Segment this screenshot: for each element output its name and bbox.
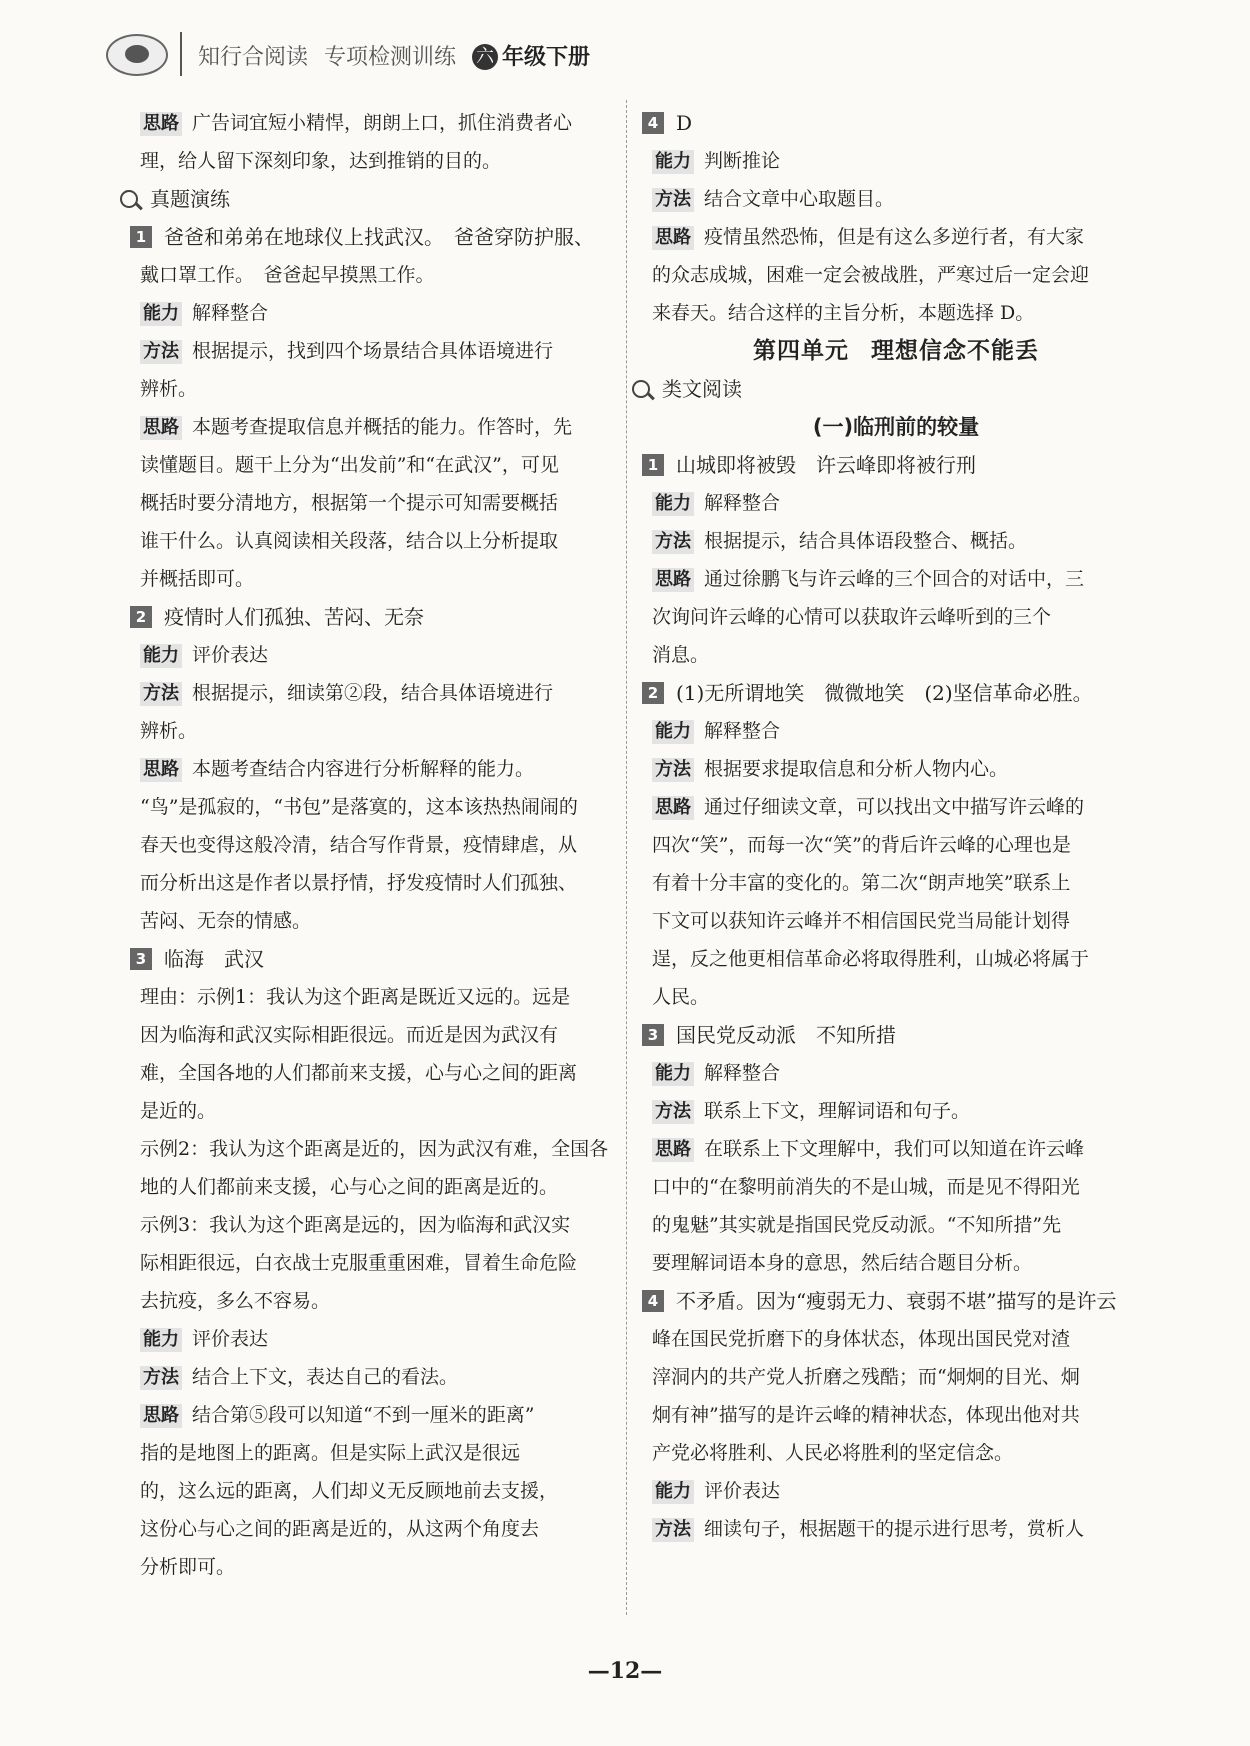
header-divider bbox=[180, 32, 182, 76]
text-line: 下文可以获知许云峰并不相信国民党当局能计划得 bbox=[652, 910, 1071, 932]
left-column bbox=[130, 104, 615, 1586]
question-number: 4 bbox=[642, 1290, 664, 1312]
text-line: 并概括即可。 bbox=[140, 568, 255, 590]
text-line: “鸟”是孤寂的，“书包”是落寞的，这本该热热闹闹的 bbox=[140, 796, 578, 818]
text-line: 理，给人留下深刻印象，达到推销的目的。 bbox=[140, 150, 502, 172]
ability-label: 能力 bbox=[140, 302, 182, 326]
unit-title: 第四单元 理想信念不能丢 bbox=[753, 338, 1039, 364]
method-row: 方法 结合文章中心取题目。 bbox=[642, 180, 1150, 218]
thinking-row: 思路 通过徐鹏飞与许云峰的三个回合的对话中，三 bbox=[642, 560, 1150, 598]
text-line: 有着十分丰富的变化的。第二次“朗声地笑”联系上 bbox=[652, 872, 1071, 894]
method-label: 方法 bbox=[140, 682, 182, 706]
method-row: 方法 结合上下文，表达自己的看法。 bbox=[130, 1358, 615, 1396]
question-4b-answer: 4 不矛盾。因为“瘦弱无力、衰弱不堪”描写的是许云 bbox=[642, 1282, 1150, 1320]
section-heading: 真题演练 bbox=[120, 180, 615, 218]
magnifier-icon bbox=[120, 190, 138, 208]
series-subtitle: 专项检测训练 bbox=[324, 45, 457, 70]
passage-title: (一)临刑前的较量 bbox=[812, 415, 980, 439]
ability-label: 能力 bbox=[140, 644, 182, 668]
question-number: 3 bbox=[642, 1024, 664, 1046]
ability-label: 能力 bbox=[652, 150, 694, 174]
section-heading: 类文阅读 bbox=[632, 370, 1150, 408]
thinking-label: 思路 bbox=[140, 112, 182, 136]
question-1-answer: 1 爸爸和弟弟在地球仪上找武汉。 爸爸穿防护服、 bbox=[130, 218, 615, 256]
thinking-label: 思路 bbox=[140, 1404, 182, 1428]
thinking-label: 思路 bbox=[652, 796, 694, 820]
text-line: 来春天。结合这样的主旨分析，本题选择 D。 bbox=[652, 302, 1035, 324]
method-label: 方法 bbox=[652, 188, 694, 212]
text-line: 谁干什么。认真阅读相关段落，结合以上分析提取 bbox=[140, 530, 559, 552]
ability-row: 能力 解释整合 bbox=[130, 294, 615, 332]
text-line: 的鬼魅”其实就是指国民党反动派。“不知所措”先 bbox=[652, 1214, 1062, 1236]
ability-label: 能力 bbox=[652, 1480, 694, 1504]
magnifier-icon bbox=[632, 380, 650, 398]
method-row: 方法 细读句子，根据题干的提示进行思考，赏析人 bbox=[642, 1510, 1150, 1548]
method-label: 方法 bbox=[652, 1518, 694, 1542]
ability-row: 能力 解释整合 bbox=[642, 712, 1150, 750]
thinking-row: 思路 结合第⑤段可以知道“不到一厘米的距离” bbox=[130, 1396, 615, 1434]
text-line: 示例2：我认为这个距离是近的，因为武汉有难，全国各 bbox=[140, 1138, 609, 1160]
question-1-answer: 1 山城即将被毁 许云峰即将被行刑 bbox=[642, 446, 1150, 484]
thinking-label: 思路 bbox=[652, 1138, 694, 1162]
text-line: 指的是地图上的距离。但是实际上武汉是很远 bbox=[140, 1442, 521, 1464]
text-line: 口中的“在黎明前消失的不是山城，而是见不得阳光 bbox=[652, 1176, 1080, 1198]
text-line: 人民。 bbox=[652, 986, 710, 1008]
question-number: 2 bbox=[642, 682, 664, 704]
publisher-logo-icon bbox=[106, 34, 168, 76]
method-label: 方法 bbox=[140, 1366, 182, 1390]
text-line: 理由：示例1：我认为这个距离是既近又远的。远是 bbox=[140, 986, 571, 1008]
text-line: 而分析出这是作者以景抒情，抒发疫情时人们孤独、 bbox=[140, 872, 578, 894]
method-row: 方法 联系上下文，理解词语和句子。 bbox=[642, 1092, 1150, 1130]
thinking-label: 思路 bbox=[652, 568, 694, 592]
text-line: 次询问许云峰的心情可以获取许云峰听到的三个 bbox=[652, 606, 1052, 628]
text-line: 地的人们都前来支援，心与心之间的距离是近的。 bbox=[140, 1176, 559, 1198]
ability-label: 能力 bbox=[140, 1328, 182, 1352]
text-line: 苦闷、无奈的情感。 bbox=[140, 910, 312, 932]
question-3-answer: 3 国民党反动派 不知所措 bbox=[642, 1016, 1150, 1054]
question-number: 2 bbox=[130, 606, 152, 628]
question-number: 1 bbox=[642, 454, 664, 476]
ability-row: 能力 解释整合 bbox=[642, 484, 1150, 522]
question-number: 1 bbox=[130, 226, 152, 248]
thinking-row: 思路 在联系上下文理解中，我们可以知道在许云峰 bbox=[642, 1130, 1150, 1168]
text-line: 辨析。 bbox=[140, 378, 198, 400]
question-2-answer: 2 (1)无所谓地笑 微微地笑 (2)坚信革命必胜。 bbox=[642, 674, 1150, 712]
thinking-row: 思路 本题考查提取信息并概括的能力。作答时，先 bbox=[130, 408, 615, 446]
text-line: 逞，反之他更相信革命必将取得胜利，山城必将属于 bbox=[652, 948, 1090, 970]
ability-label: 能力 bbox=[652, 1062, 694, 1086]
grade-mark: 六 bbox=[472, 44, 498, 70]
column-divider bbox=[626, 100, 627, 1615]
intro-thinking: 思路 广告词宜短小精悍，朗朗上口，抓住消费者心 bbox=[130, 104, 615, 142]
method-label: 方法 bbox=[652, 758, 694, 782]
text-line: 产党必将胜利、人民必将胜利的坚定信念。 bbox=[652, 1442, 1014, 1464]
method-row: 方法 根据提示，细读第②段，结合具体语境进行 bbox=[130, 674, 615, 712]
text-line: 戴口罩工作。 爸爸起早摸黑工作。 bbox=[140, 264, 435, 286]
text-line: 辨析。 bbox=[140, 720, 198, 742]
ability-row: 能力 解释整合 bbox=[642, 1054, 1150, 1092]
text-line: 春天也变得这般冷清，结合写作背景，疫情肆虐，从 bbox=[140, 834, 578, 856]
header-title bbox=[198, 40, 590, 71]
thinking-label: 思路 bbox=[140, 416, 182, 440]
text-line: 示例3：我认为这个距离是远的，因为临海和武汉实 bbox=[140, 1214, 571, 1236]
text-line: 这份心与心之间的距离是近的，从这两个角度去 bbox=[140, 1518, 540, 1540]
text-line: 难，全国各地的人们都前来支援，心与心之间的距离 bbox=[140, 1062, 578, 1084]
ability-row: 能力 判断推论 bbox=[642, 142, 1150, 180]
page-header bbox=[100, 28, 1160, 88]
text-line: 四次“笑”，而每一次“笑”的背后许云峰的心理也是 bbox=[652, 834, 1071, 856]
question-number: 3 bbox=[130, 948, 152, 970]
thinking-row: 思路 疫情虽然恐怖，但是有这么多逆行者，有大家 bbox=[642, 218, 1150, 256]
method-label: 方法 bbox=[652, 1100, 694, 1124]
ability-row: 能力 评价表达 bbox=[130, 636, 615, 674]
thinking-row: 思路 通过仔细读文章，可以找出文中描写许云峰的 bbox=[642, 788, 1150, 826]
text-line: 分析即可。 bbox=[140, 1556, 236, 1578]
ability-label: 能力 bbox=[652, 492, 694, 516]
ability-row: 能力 评价表达 bbox=[642, 1472, 1150, 1510]
text-line: 峰在国民党折磨下的身体状态，体现出国民党对渣 bbox=[652, 1328, 1071, 1350]
text-line: 际相距很远，白衣战士克服重重困难，冒着生命危险 bbox=[140, 1252, 578, 1274]
grade-text: 年级下册 bbox=[502, 45, 591, 70]
question-4-answer: 4 D bbox=[642, 104, 1150, 142]
ability-label: 能力 bbox=[652, 720, 694, 744]
text-line: 读懂题目。题干上分为“出发前”和“在武汉”，可见 bbox=[140, 454, 559, 476]
text-line: 炯有神”描写的是许云峰的精神状态，体现出他对共 bbox=[652, 1404, 1080, 1426]
thinking-label: 思路 bbox=[652, 226, 694, 250]
thinking-label: 思路 bbox=[140, 758, 182, 782]
text-line: 消息。 bbox=[652, 644, 710, 666]
text-line: 的，这么远的距离，人们却义无反顾地前去支援， bbox=[140, 1480, 559, 1502]
page-number: —12— bbox=[587, 1658, 663, 1684]
text-line: 的众志成城，困难一定会被战胜，严寒过后一定会迎 bbox=[652, 264, 1090, 286]
method-label: 方法 bbox=[652, 530, 694, 554]
method-label: 方法 bbox=[140, 340, 182, 364]
question-3-answer: 3 临海 武汉 bbox=[130, 940, 615, 978]
ability-row: 能力 评价表达 bbox=[130, 1320, 615, 1358]
text-line: 滓洞内的共产党人折磨之残酷；而“炯炯的目光、炯 bbox=[652, 1366, 1080, 1388]
method-row: 方法 根据要求提取信息和分析人物内心。 bbox=[642, 750, 1150, 788]
thinking-row: 思路 本题考查结合内容进行分析解释的能力。 bbox=[130, 750, 615, 788]
text-line: 去抗疫，多么不容易。 bbox=[140, 1290, 331, 1312]
question-number: 4 bbox=[642, 112, 664, 134]
right-column bbox=[642, 104, 1150, 1548]
text-line: 是近的。 bbox=[140, 1100, 217, 1122]
method-row: 方法 根据提示，找到四个场景结合具体语境进行 bbox=[130, 332, 615, 370]
text-line: 因为临海和武汉实际相距很远。而近是因为武汉有 bbox=[140, 1024, 559, 1046]
question-2-answer: 2 疫情时人们孤独、苦闷、无奈 bbox=[130, 598, 615, 636]
text-line: 要理解词语本身的意思，然后结合题目分析。 bbox=[652, 1252, 1033, 1274]
method-row: 方法 根据提示，结合具体语段整合、概括。 bbox=[642, 522, 1150, 560]
text-line: 概括时要分清地方，根据第一个提示可知需要概括 bbox=[140, 492, 559, 514]
series-name: 知行合阅读 bbox=[198, 45, 309, 70]
